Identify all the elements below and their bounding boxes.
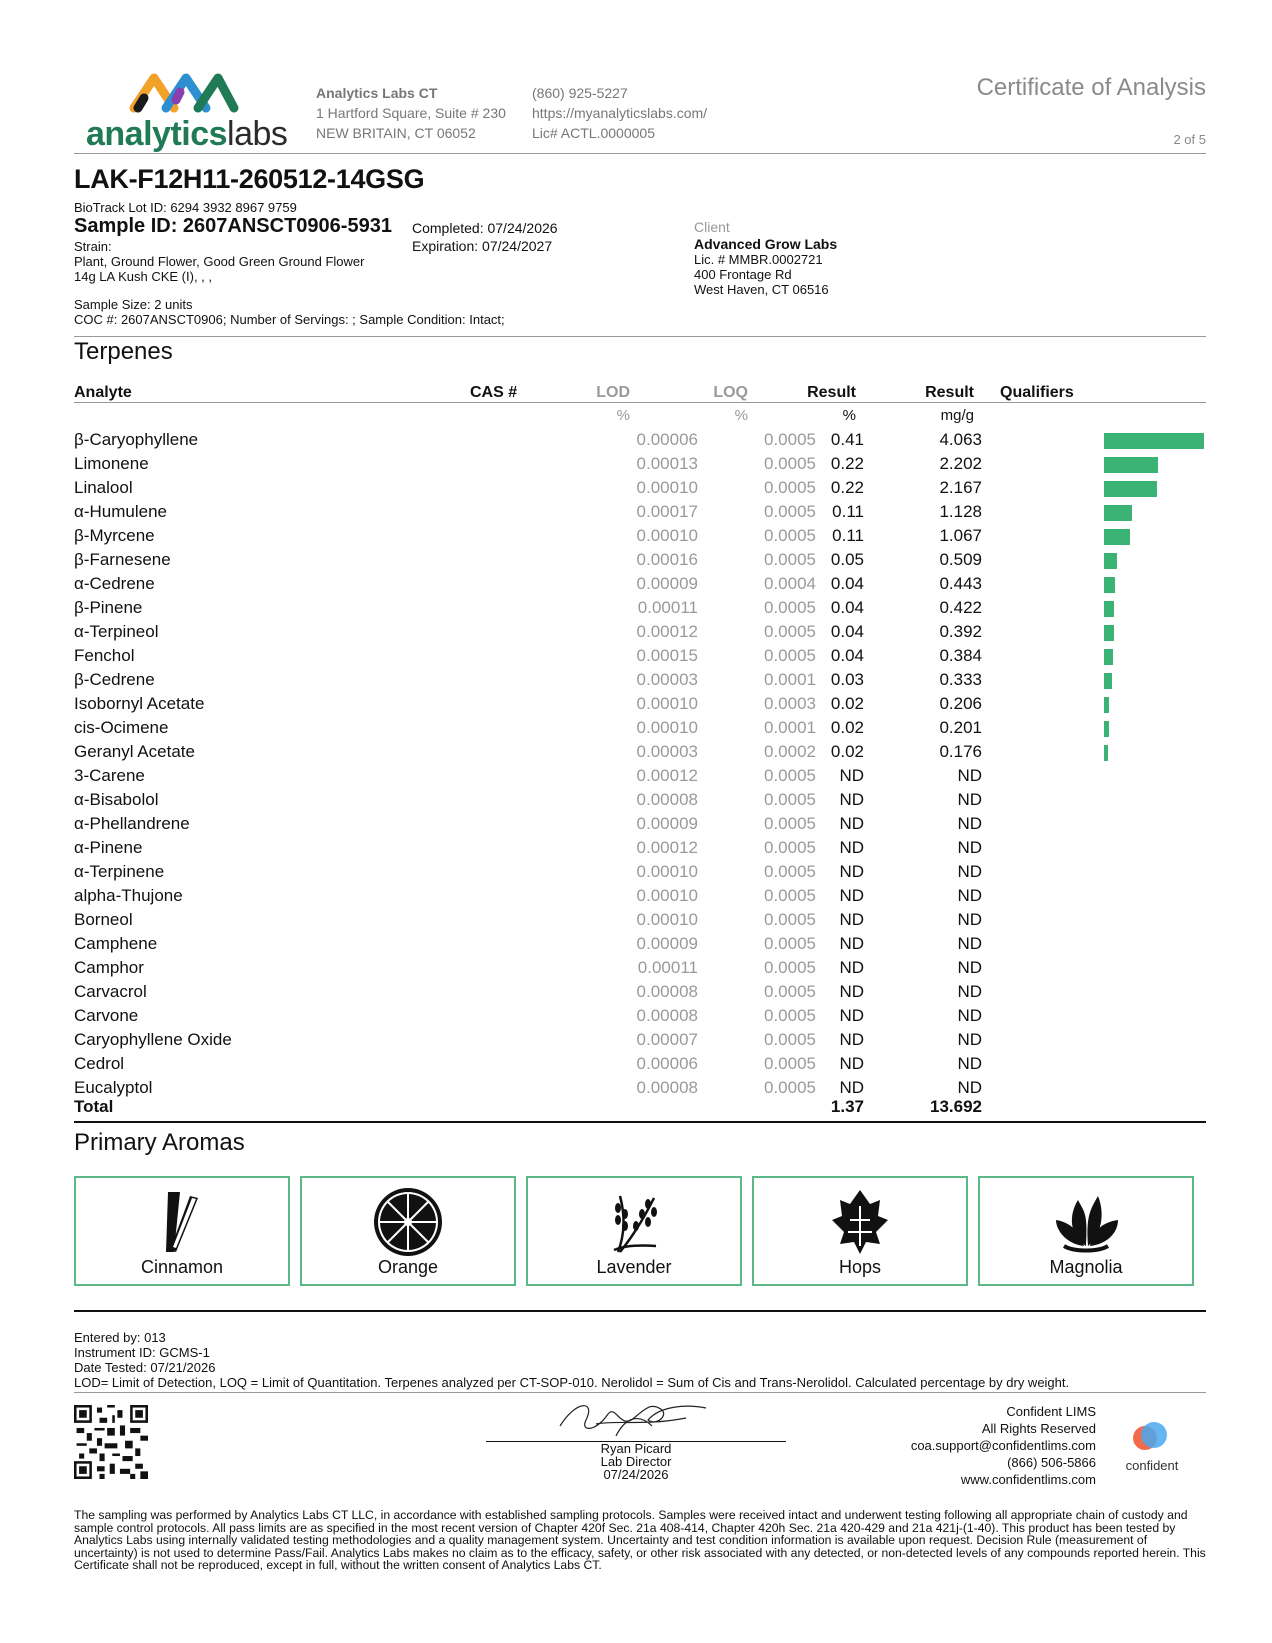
result-pct: ND	[839, 790, 864, 809]
analyte-name: α-Humulene	[74, 502, 167, 521]
result-pct: ND	[839, 910, 864, 929]
analyte-name: β-Pinene	[74, 598, 143, 617]
analyte-name: Isobornyl Acetate	[74, 694, 205, 713]
result-pct: ND	[839, 982, 864, 1001]
result-pct: 0.11	[832, 502, 864, 521]
table-row	[74, 670, 1206, 694]
result-mg: ND	[957, 766, 982, 785]
result-bar	[1104, 433, 1204, 449]
analyte-name: Camphene	[74, 934, 158, 953]
analyte-name: β-Cedrene	[74, 670, 155, 689]
lab-name: Analytics Labs CT	[316, 85, 438, 101]
table-row	[74, 790, 1206, 814]
strain-info	[74, 239, 364, 284]
client-license: Lic. # MMBR.0002721	[694, 252, 823, 267]
analyte-name: α-Bisabolol	[74, 790, 159, 809]
table-row	[74, 574, 1206, 598]
loq-value: 0.0005	[764, 1030, 816, 1049]
result-pct: 0.04	[830, 646, 864, 665]
lod-value: 0.00011	[637, 958, 698, 977]
aroma-card-lavender	[526, 1176, 742, 1286]
result-pct: 0.04	[830, 598, 864, 617]
table-row	[74, 958, 1206, 982]
loq-value: 0.0005	[764, 886, 816, 905]
table-row	[74, 862, 1206, 886]
loq-value: 0.0005	[764, 958, 816, 977]
footer-divider	[74, 1310, 1206, 1312]
analyte-name: Eucalyptol	[74, 1078, 153, 1097]
lod-value: 0.00008	[636, 982, 698, 1001]
lod-value: 0.00011	[637, 598, 698, 617]
header-qualifiers: Qualifiers	[1000, 384, 1074, 401]
lab-address-line-1: 1 Hartford Square, Suite # 230	[316, 105, 506, 121]
loq-value: 0.0005	[764, 1006, 816, 1025]
loq-value: 0.0005	[764, 910, 816, 929]
table-row	[74, 766, 1206, 790]
analyte-name: α-Phellandrene	[74, 814, 190, 833]
lod-value: 0.00008	[636, 1078, 698, 1097]
analyte-name: 3-Carene	[74, 766, 145, 785]
loq-value: 0.0005	[764, 502, 816, 521]
signer-block	[486, 1442, 786, 1481]
table-row	[74, 598, 1206, 622]
signature-icon	[556, 1396, 716, 1440]
analyte-name: Borneol	[74, 910, 133, 929]
lod-value: 0.00006	[636, 430, 698, 449]
loq-value: 0.0002	[764, 742, 816, 761]
result-bar	[1104, 553, 1117, 569]
confident-logo-icon	[1112, 1418, 1192, 1458]
loq-value: 0.0005	[764, 598, 816, 617]
result-pct: 0.22	[830, 478, 864, 497]
loq-value: 0.0005	[764, 934, 816, 953]
result-pct: 0.03	[830, 670, 864, 689]
analyte-name: Caryophyllene Oxide	[74, 1030, 232, 1049]
aroma-card-orange	[300, 1176, 516, 1286]
analyte-name: Carvone	[74, 1006, 139, 1025]
lod-value: 0.00007	[636, 1030, 698, 1049]
lod-value: 0.00013	[636, 454, 698, 473]
result-bar	[1104, 673, 1112, 689]
lims-email[interactable]: coa.support@confidentlims.com	[910, 1438, 1096, 1453]
header-analyte: Analyte	[74, 384, 132, 401]
aroma-card-cinnamon	[74, 1176, 290, 1286]
result-mg: ND	[957, 1006, 982, 1025]
loq-value: 0.0005	[764, 1054, 816, 1073]
client-address-2: West Haven, CT 06516	[694, 282, 829, 297]
analyte-name: α-Pinene	[74, 838, 143, 857]
total-pct: 1.37	[830, 1097, 864, 1116]
loq-value: 0.0005	[764, 1078, 816, 1097]
lab-phone: (860) 925-5227	[532, 85, 628, 101]
result-mg: ND	[957, 1030, 982, 1049]
result-pct: ND	[839, 958, 864, 977]
aroma-label: Magnolia	[1049, 1257, 1123, 1277]
analyte-name: Fenchol	[74, 646, 135, 665]
table-row	[74, 502, 1206, 526]
analyte-name: cis-Ocimene	[74, 718, 169, 737]
analyte-name: alpha-Thujone	[74, 886, 183, 905]
loq-value: 0.0005	[764, 766, 816, 785]
result-mg: ND	[957, 982, 982, 1001]
analyte-name: Geranyl Acetate	[74, 742, 195, 761]
loq-value: 0.0005	[764, 478, 816, 497]
lod-value: 0.00008	[636, 1006, 698, 1025]
table-row	[74, 622, 1206, 646]
loq-value: 0.0005	[764, 430, 816, 449]
strain-label: Strain:	[74, 239, 112, 254]
lod-value: 0.00003	[636, 742, 698, 761]
analyte-name: β-Myrcene	[74, 526, 155, 545]
total-divider	[74, 1121, 1206, 1123]
result-bar	[1104, 481, 1157, 497]
product-name: 14g LA Kush CKE (I), , ,	[74, 269, 213, 284]
table-row	[74, 430, 1206, 454]
result-pct: 0.02	[830, 694, 864, 713]
aroma-label: Lavender	[596, 1257, 672, 1277]
result-mg: 0.422	[939, 598, 982, 617]
result-pct: ND	[839, 1030, 864, 1049]
loq-value: 0.0005	[764, 838, 816, 857]
page-number: 2 of 5	[1173, 132, 1206, 147]
hops-icon	[824, 1186, 896, 1258]
dates-block	[412, 219, 558, 255]
lod-value: 0.00010	[636, 862, 698, 881]
sample-size-block	[74, 297, 505, 327]
result-bar	[1104, 577, 1115, 593]
analyte-name: α-Terpineol	[74, 622, 159, 641]
result-mg: ND	[957, 1078, 982, 1097]
result-mg: 4.063	[939, 430, 982, 449]
loq-value: 0.0005	[764, 862, 816, 881]
lod-value: 0.00009	[636, 934, 698, 953]
loq-value: 0.0005	[764, 814, 816, 833]
magnolia-icon	[1050, 1186, 1122, 1258]
result-mg: 0.509	[939, 550, 982, 569]
terpenes-title: Terpenes	[74, 338, 173, 365]
lod-value: 0.00010	[636, 910, 698, 929]
table-row	[74, 838, 1206, 862]
client-block	[694, 220, 837, 297]
completed-date: Completed: 07/24/2026	[412, 220, 558, 236]
result-mg: ND	[957, 790, 982, 809]
section-divider	[74, 336, 1206, 337]
result-pct: ND	[839, 934, 864, 953]
result-mg: 0.392	[939, 622, 982, 641]
instrument-id: Instrument ID: GCMS-1	[74, 1345, 210, 1360]
lab-address-line-2: NEW BRITAIN, CT 06052	[316, 125, 476, 141]
result-bar	[1104, 649, 1113, 665]
table-row	[74, 550, 1206, 574]
lod-value: 0.00010	[636, 886, 698, 905]
result-pct: 0.22	[830, 454, 864, 473]
result-pct: ND	[839, 886, 864, 905]
table-row	[74, 1054, 1206, 1078]
lab-license: Lic# ACTL.0000005	[532, 125, 655, 141]
aroma-card-hops	[752, 1176, 968, 1286]
client-name: Advanced Grow Labs	[694, 236, 838, 252]
client-address-1: 400 Frontage Rd	[694, 267, 792, 282]
signer-date: 07/24/2026	[603, 1467, 669, 1482]
result-mg: ND	[957, 934, 982, 953]
result-mg: 0.176	[939, 742, 982, 761]
loq-value: 0.0005	[764, 982, 816, 1001]
lod-value: 0.00009	[636, 814, 698, 833]
lod-value: 0.00012	[636, 622, 698, 641]
lod-value: 0.00012	[636, 766, 698, 785]
table-row	[74, 694, 1206, 718]
analyte-name: Cedrol	[74, 1054, 125, 1073]
loq-value: 0.0005	[764, 526, 816, 545]
header-result-pct: Result	[807, 384, 856, 401]
lod-value: 0.00010	[636, 694, 698, 713]
result-bar	[1104, 697, 1109, 713]
lod-value: 0.00003	[636, 670, 698, 689]
analyte-name: Camphor	[74, 958, 144, 977]
lims-contact	[911, 1403, 1096, 1488]
result-bar	[1104, 505, 1132, 521]
lot-title: LAK-F12H11-260512-14GSG	[74, 164, 425, 194]
analytics-labs-logo	[84, 70, 294, 160]
loq-value: 0.0001	[764, 718, 816, 737]
result-mg: 1.128	[939, 502, 982, 521]
sample-type: Plant, Ground Flower, Good Green Ground Flower	[74, 254, 365, 269]
result-pct: 0.02	[830, 742, 864, 761]
confident-logo-text: confident	[1125, 1458, 1179, 1473]
aroma-label: Orange	[377, 1257, 439, 1277]
result-pct: ND	[839, 1078, 864, 1097]
result-bar	[1104, 601, 1114, 617]
result-mg: 0.384	[939, 646, 982, 665]
lavender-icon	[598, 1186, 670, 1258]
result-bar	[1104, 529, 1130, 545]
document-title: Certificate of Analysis	[976, 74, 1206, 101]
lod-value: 0.00010	[636, 478, 698, 497]
disclaimer: The sampling was performed by Analytics Labs CT LLC, in accordance with established sampling protocols. Samples were received intact and underwent testing following all appropriate chain of custody and sample control protocols. All pass limits are as specified in the most recent version of Chapter 420f Sec. 21a 408-414, Chapter 420h Sec. 21a 420-429 and 21a 421j-(1-40). This product has been tested by Analytics Labs using internally validated testing methodologies and a quality management system. Uncertainty and test condition information is available upon request. Decision Rule (measurement of uncertainty) is not used to determine Pass/Fail. Analytics Labs makes no claim as to the efficacy, safety, or other risk associated with any detected, or non-detected levels of any compounds reported herein. This Certificate shall not be reproduced, except in full, without the written consent of Analytics Labs CT.	[74, 1508, 1206, 1572]
analyte-name: α-Cedrene	[74, 574, 155, 593]
entered-by: Entered by: 013	[74, 1330, 166, 1345]
header-result-mg: Result	[925, 384, 974, 401]
date-tested: Date Tested: 07/21/2026	[74, 1360, 216, 1375]
table-row	[74, 718, 1206, 742]
loq-value: 0.0005	[764, 646, 816, 665]
loq-value: 0.0003	[764, 694, 816, 713]
lod-value: 0.00009	[636, 574, 698, 593]
table-row	[74, 814, 1206, 838]
result-mg: 0.201	[939, 718, 982, 737]
aroma-label: Cinnamon	[140, 1257, 224, 1277]
table-row	[74, 982, 1206, 1006]
analyte-name: Linalool	[74, 478, 133, 497]
total-label: Total	[74, 1097, 114, 1116]
result-pct: ND	[839, 838, 864, 857]
result-mg: 0.333	[939, 670, 982, 689]
table-row	[74, 526, 1206, 550]
header-divider	[74, 153, 1206, 154]
loq-value: 0.0005	[764, 790, 816, 809]
result-mg: ND	[957, 1054, 982, 1073]
confident-logo	[1112, 1418, 1192, 1478]
loq-value: 0.0005	[764, 454, 816, 473]
table-row	[74, 910, 1206, 934]
result-mg: 0.443	[939, 574, 982, 593]
result-bar	[1104, 745, 1108, 761]
header-cas: CAS #	[470, 384, 518, 401]
table-row	[74, 1030, 1206, 1054]
coc-info: COC #: 2607ANSCT0906; Number of Servings: ; Sample Condition: Intact;	[74, 312, 505, 327]
result-mg: ND	[957, 910, 982, 929]
result-pct: 0.41	[830, 430, 864, 449]
lims-phone: (866) 506-5866	[1007, 1455, 1096, 1470]
result-pct: 0.11	[832, 526, 864, 545]
unit-loq: %	[734, 407, 748, 424]
result-bar	[1104, 457, 1158, 473]
aroma-label: Hops	[838, 1257, 882, 1277]
result-mg: ND	[957, 886, 982, 905]
test-metadata	[74, 1330, 1069, 1390]
biotrack-lot-id: BioTrack Lot ID: 6294 3932 8967 9759	[74, 200, 297, 215]
result-pct: 0.04	[830, 622, 864, 641]
lod-value: 0.00006	[636, 1054, 698, 1073]
signer-name: Ryan Picard	[600, 1441, 672, 1456]
result-pct: ND	[839, 766, 864, 785]
signer-title: Lab Director	[600, 1454, 672, 1469]
result-bar	[1104, 625, 1114, 641]
lod-value: 0.00015	[636, 646, 698, 665]
method-note: LOD= Limit of Detection, LOQ = Limit of Quantitation. Terpenes analyzed per CT-SOP-010. Nerolidol = Sum of Cis and Trans-Nerolidol. Calculated percentage by dry weight.	[74, 1375, 1070, 1390]
lod-value: 0.00017	[636, 502, 698, 521]
lims-name: Confident LIMS	[1006, 1404, 1096, 1419]
analyte-name: β-Farnesene	[74, 550, 171, 569]
result-mg: ND	[957, 814, 982, 833]
lab-address-block	[316, 83, 506, 143]
logo-wordmark: analyticslabs	[86, 115, 288, 153]
lims-rights: All Rights Reserved	[981, 1421, 1096, 1436]
result-mg: 2.167	[939, 478, 982, 497]
aroma-card-magnolia	[978, 1176, 1194, 1286]
lod-value: 0.00008	[636, 790, 698, 809]
result-pct: 0.05	[830, 550, 864, 569]
table-row	[74, 646, 1206, 670]
orange-icon	[372, 1186, 444, 1258]
result-bar	[1104, 721, 1109, 737]
result-mg: 2.202	[939, 454, 982, 473]
cinnamon-icon	[146, 1186, 218, 1258]
lims-web[interactable]: www.confidentlims.com	[960, 1472, 1096, 1487]
analyte-name: Limonene	[74, 454, 149, 473]
result-mg: 0.206	[939, 694, 982, 713]
unit-mg: mg/g	[940, 407, 974, 424]
lod-value: 0.00010	[636, 526, 698, 545]
client-label: Client	[694, 219, 730, 235]
aromas-title: Primary Aromas	[74, 1129, 245, 1156]
lod-value: 0.00010	[636, 718, 698, 737]
analyte-name: α-Terpinene	[74, 862, 165, 881]
result-mg: 1.067	[939, 526, 982, 545]
sample-id: Sample ID: 2607ANSCT0906-5931	[74, 215, 392, 237]
sample-size: Sample Size: 2 units	[74, 297, 193, 312]
table-row	[74, 478, 1206, 502]
table-row	[74, 454, 1206, 478]
result-pct: ND	[839, 1006, 864, 1025]
header-loq: LOQ	[713, 384, 748, 401]
result-mg: ND	[957, 838, 982, 857]
result-pct: 0.04	[830, 574, 864, 593]
result-mg: ND	[957, 958, 982, 977]
result-mg: ND	[957, 862, 982, 881]
table-header-divider	[74, 402, 1206, 403]
result-pct: 0.02	[830, 718, 864, 737]
loq-value: 0.0005	[764, 622, 816, 641]
table-row	[74, 886, 1206, 910]
expiration-date: Expiration: 07/24/2027	[412, 238, 553, 254]
unit-lod: %	[616, 407, 630, 424]
lab-url[interactable]: https://myanalyticslabs.com/	[532, 105, 708, 121]
logo-mark-icon	[84, 70, 294, 120]
lod-value: 0.00016	[636, 550, 698, 569]
loq-value: 0.0005	[764, 550, 816, 569]
table-row	[74, 934, 1206, 958]
analyte-name: β-Caryophyllene	[74, 430, 199, 449]
header-lod: LOD	[596, 384, 630, 401]
loq-value: 0.0004	[764, 574, 816, 593]
loq-value: 0.0001	[764, 670, 816, 689]
lab-contact-block	[532, 83, 707, 143]
table-row	[74, 1006, 1206, 1030]
qr-code-icon[interactable]	[74, 1405, 148, 1479]
footer-inner-divider	[74, 1392, 1206, 1393]
total-mg: 13.692	[930, 1097, 982, 1116]
unit-pct: %	[842, 407, 856, 424]
lod-value: 0.00012	[636, 838, 698, 857]
analyte-name: Carvacrol	[74, 982, 147, 1001]
result-pct: ND	[839, 862, 864, 881]
result-pct: ND	[839, 1054, 864, 1073]
table-row	[74, 742, 1206, 766]
result-pct: ND	[839, 814, 864, 833]
total-row	[74, 1097, 1206, 1121]
